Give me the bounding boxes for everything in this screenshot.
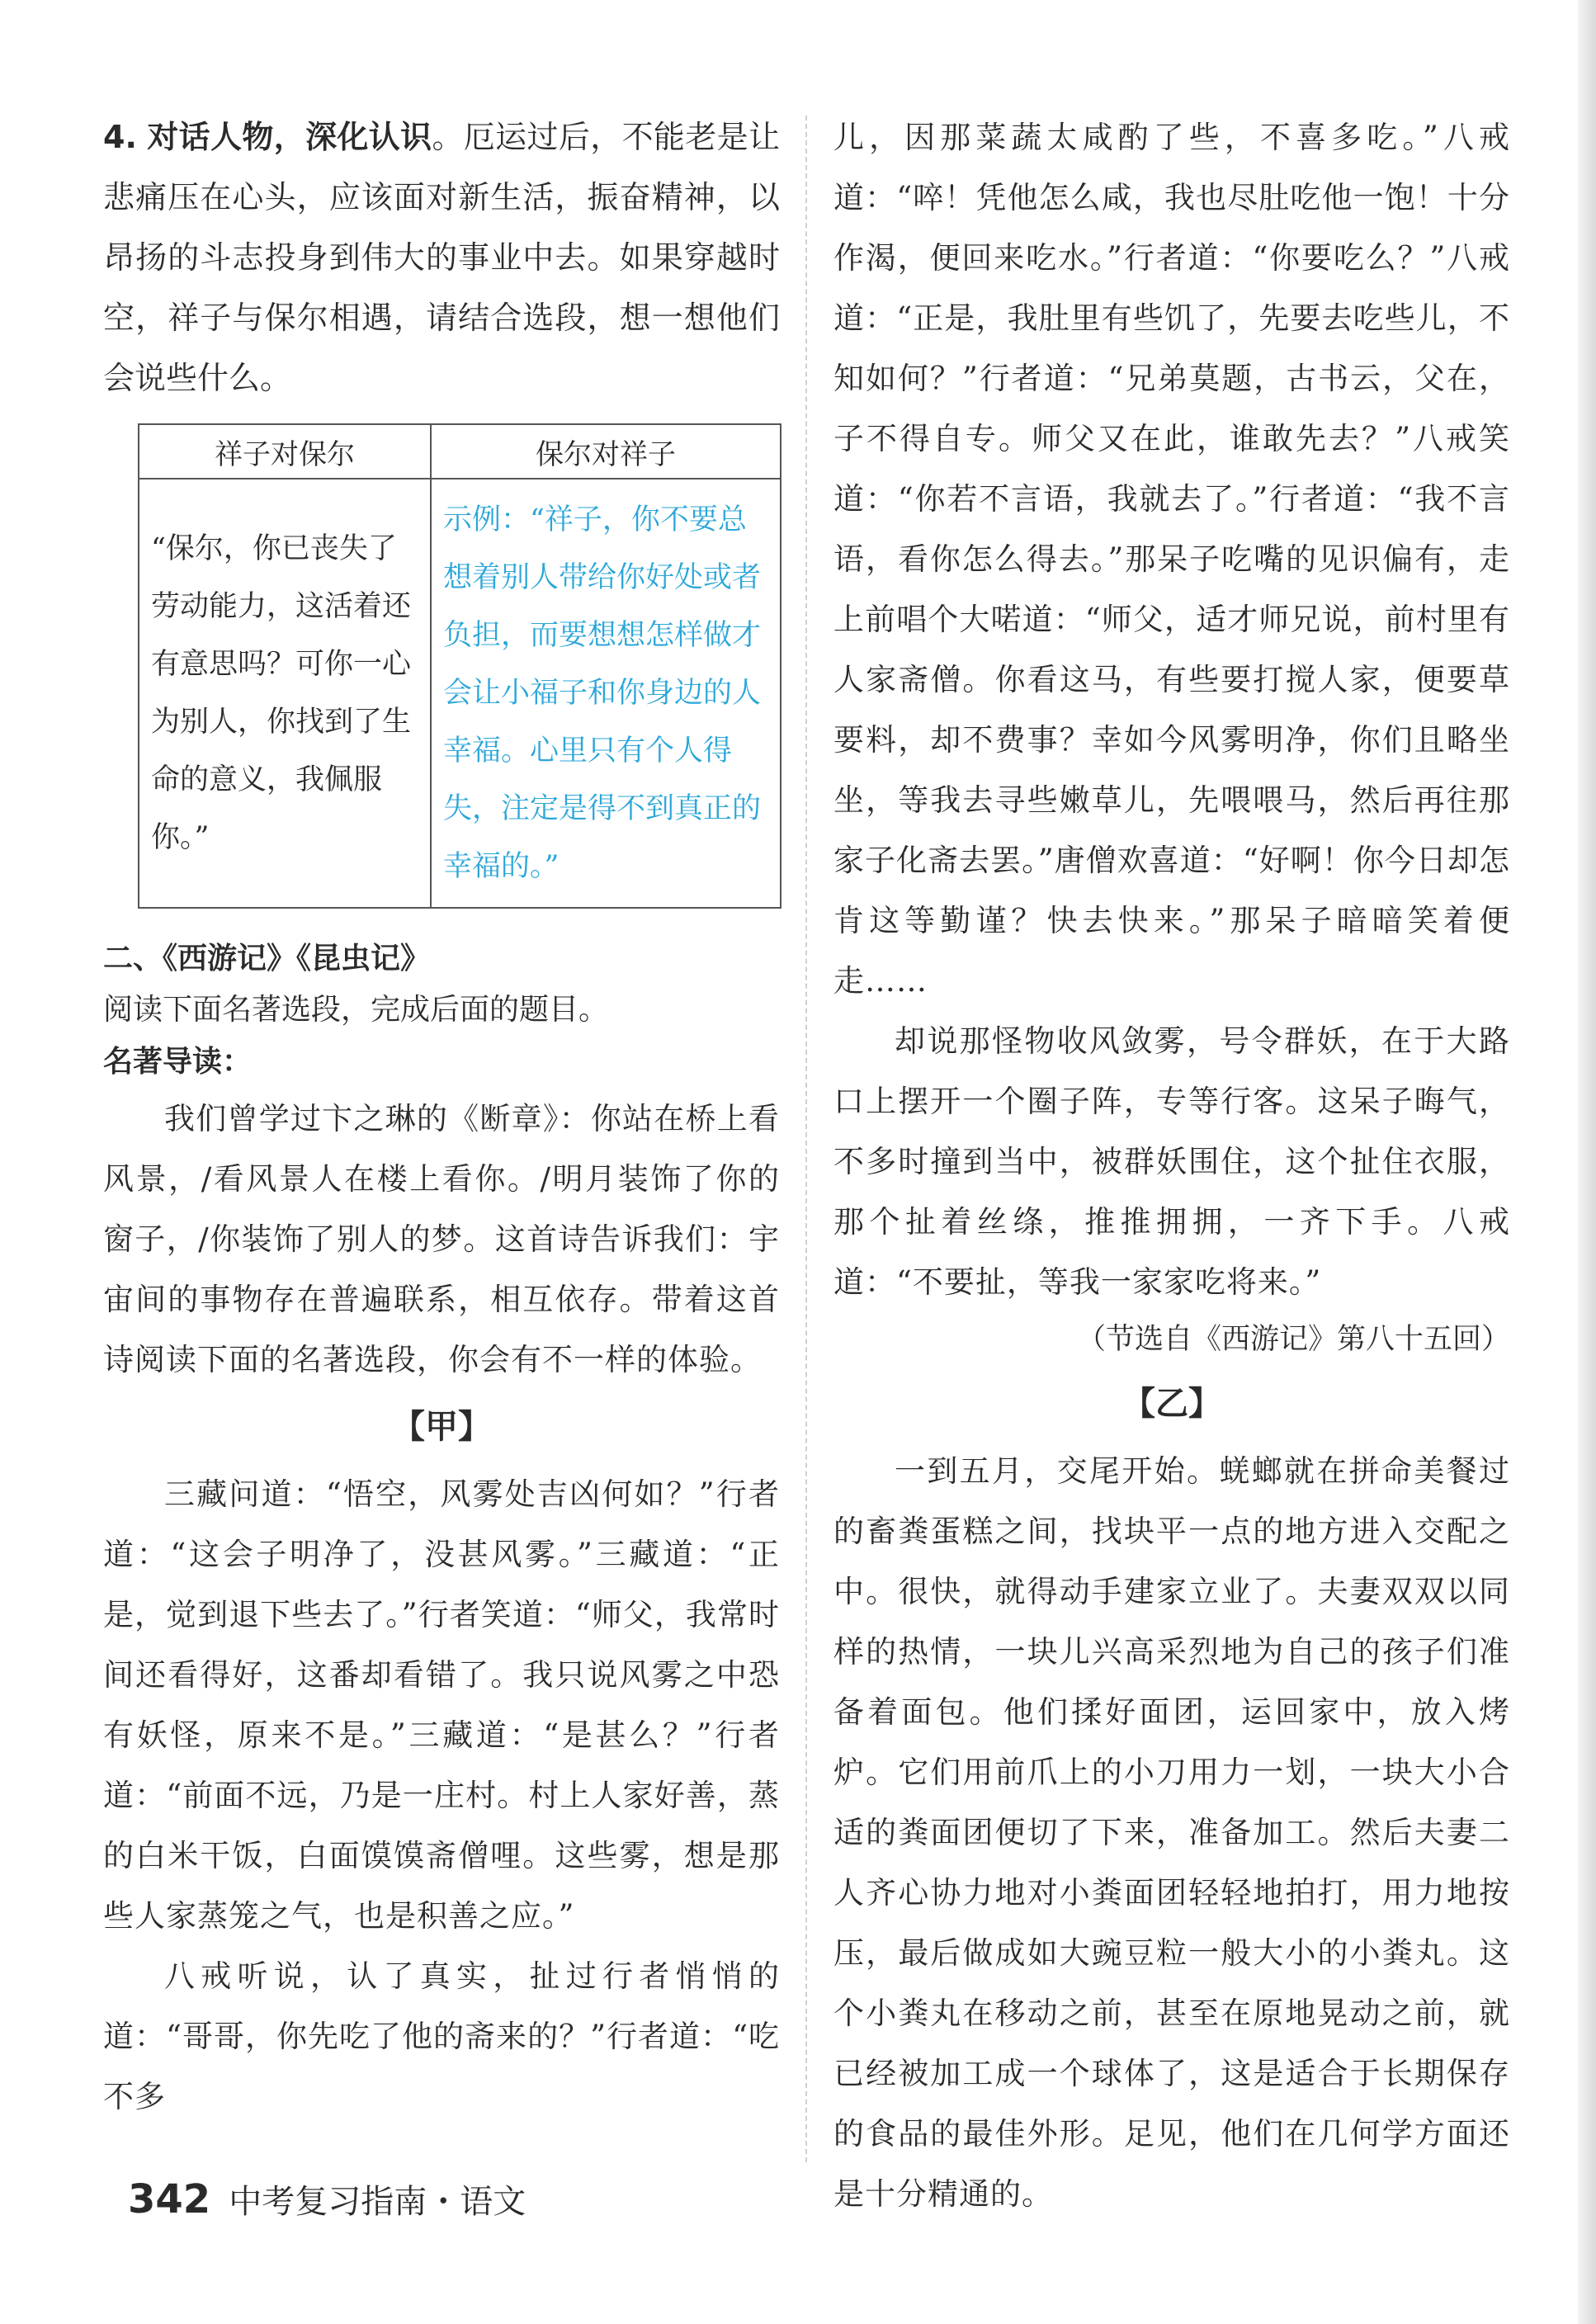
column-divider: [805, 116, 807, 2162]
table-cell-xiangzi: “保尔，你已丧失了劳动能力，这活着还有意思吗？可你一心为别人，你找到了生命的意义，我佩服你。”: [139, 479, 431, 908]
question-heading: 对话人物，深化认识: [147, 119, 432, 155]
passage-jia-marker: 【甲】: [392, 1408, 491, 1446]
left-column: [103, 107, 780, 2127]
page-number: 342: [128, 2176, 211, 2222]
section-2-instruction: 阅读下面名著选段，完成后面的题目。: [103, 993, 609, 1027]
question-4: [103, 107, 780, 409]
passage-yi-p1: 一到五月，交尾开始。蜣螂就在拼命美餐过的畜粪蛋糕之间，找块平一点的地方进入交配之中。很快，就得动手建家立业了。夫妻双双以同样的热情，一块儿兴高采烈地为自己的孩子们准备着面包。他们揉好面团，运回家中，放入烤炉。它们用前爪上的小刀用力一划，一块大小合适的粪面团便切了下来，准备加工。然后夫妻二人齐心协力地对小粪面团轻轻地拍打，用力地按压，最后做成如大豌豆粒一般大小的小粪丸。这个小粪丸在移动之前，甚至在原地晃动之前，就已经被加工成一个球体了，这是适合于长期保存的食品的最佳外形。足见，他们在几何学方面还是十分精通的。: [833, 1453, 1510, 2212]
passage-jia-p2-start: 八戒听说，认了真实，扯过行者悄悄的道：“哥哥，你先吃了他的斋来的？”行者道：“吃不多: [103, 1958, 780, 2114]
table-header-baoer: 保尔对祥子: [431, 424, 781, 479]
passage-yi-marker: 【乙】: [1122, 1385, 1221, 1423]
section-2-title: 二、《西游记》《昆虫记》: [103, 942, 431, 975]
right-column: [833, 107, 1510, 2224]
passage-jia-source: （节选自《西游记》第八十五回）: [1076, 1323, 1510, 1356]
guide-title: 名著导读：: [103, 1045, 253, 1079]
passage-jia-p1: 三藏问道：“悟空，风雾处吉凶何如？”行者道：“这会子明净了，没甚风雾。”三藏道：“正是，觉到退下些去了。”行者笑道：“师父，我常时间还看得好，这番却看错了。我只说风雾之中恐有妖怪，原来不是。”三藏道：“是甚么？”行者道：“前面不远，乃是一庄村。村上人家好善，蒸的白米干饭，白面馍馍斋僧哩。这些雾，想是那些人家蒸笼之气，也是积善之应。”: [103, 1476, 780, 1934]
page-edge-shadow: [1578, 0, 1596, 2324]
guide-text: 我们曾学过卞之琳的《断章》：你站在桥上看风景，/看风景人在楼上看你。/明月装饰了你的窗子，/你装饰了别人的梦。这首诗告诉我们：宇宙间的事物存在普遍联系，相互依存。带着这首诗阅读下面的名著选段，你会有不一样的体验。: [103, 1101, 780, 1377]
table-cell-baoer-answer: 示例：“祥子，你不要总想着别人带给你好处或者负担，而要想想怎样做才会让小福子和你身边的人幸福。心里只有个人得失，注定是得不到真正的幸福的。”: [431, 479, 781, 908]
question-number: 4.: [103, 119, 137, 155]
book-title: 中考复习指南・语文: [229, 2183, 526, 2221]
question-body: 。厄运过后，不能老是让悲痛压在心头，应该面对新生活，振奋精神，以昂扬的斗志投身到伟大的事业中去。如果穿越时空，祥子与保尔相遇，请结合选段，想一想他们会说些什么。: [103, 119, 780, 396]
dialogue-table: [138, 423, 781, 909]
passage-jia-p2-continued: 儿，因那菜蔬太咸酌了些，不喜多吃。”八戒道：“啐！凭他怎么咸，我也尽肚吃他一饱！十分作渴，便回来吃水。”行者道：“你要吃么？”八戒道：“正是，我肚里有些饥了，先要去吃些儿，不知如何？”行者道：“兄弟莫题，古书云，父在，子不得自专。师父又在此，谁敢先去？”八戒笑道：“你若不言语，我就去了。”行者道：“我不言语，看你怎么得去。”那呆子吃嘴的见识偏有，走上前唱个大喏道：“师父，适才师兄说，前村里有人家斋僧。你看这马，有些要打搅人家，便要草要料，却不费事？幸如今风雾明净，你们且略坐坐，等我去寻些嫩草儿，先喂喂马，然后再往那家子化斋去罢。”唐僧欢喜道：“好啊！你今日却怎肯这等勤谨？快去快来。”那呆子暗暗笑着便走……: [833, 120, 1510, 999]
table-header-xiangzi: 祥子对保尔: [139, 424, 431, 479]
page-footer: [128, 2175, 526, 2222]
passage-jia-p3: 却说那怪物收风敛雾，号令群妖，在于大路口上摆开一个圈子阵，专等行客。这呆子晦气，不多时撞到当中，被群妖围住，这个扯住衣服，那个扯着丝绦，推推拥拥，一齐下手。八戒道：“不要扯，等我一家家吃将来。”: [833, 1023, 1510, 1300]
